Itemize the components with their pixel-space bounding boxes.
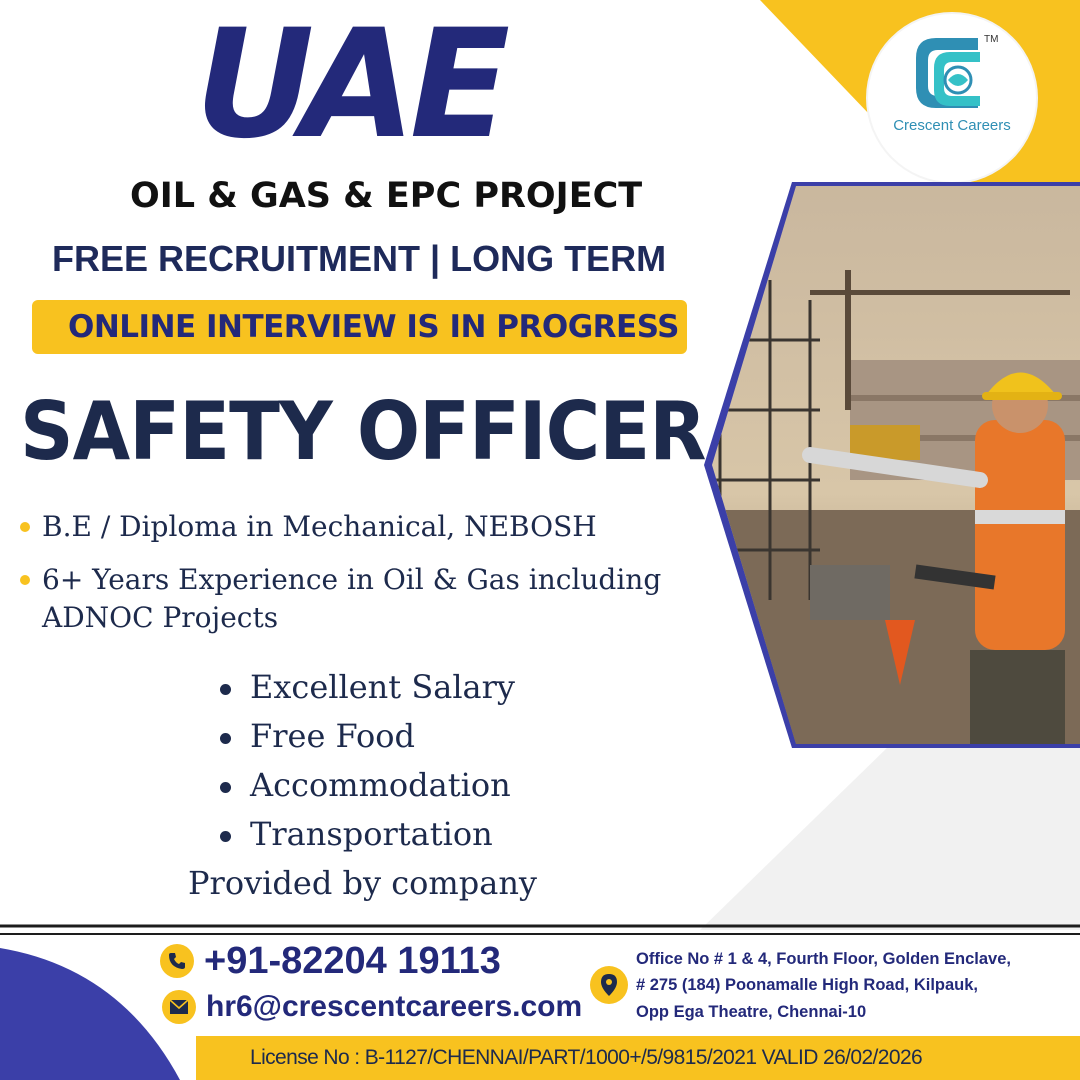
headline-subtitle: OIL & GAS & EPC PROJECT — [130, 176, 643, 216]
benefit-item: Excellent Salary — [250, 668, 515, 706]
contact-phone[interactable]: +91-82204 19113 — [204, 940, 501, 982]
job-title: SAFETY OFFICER — [20, 385, 706, 478]
bullet-icon — [220, 831, 231, 842]
requirement-item: B.E / Diploma in Mechanical, NEBOSH — [42, 510, 597, 543]
benefit-item: Transportation — [250, 815, 493, 853]
bullet-icon — [220, 733, 231, 744]
benefit-item: Accommodation — [250, 766, 511, 804]
logo-name: Crescent Careers — [893, 117, 1011, 134]
requirement-item: 6+ Years Experience in Oil & Gas including ADNOC Projects — [42, 563, 662, 634]
phone-icon — [160, 944, 194, 978]
recruitment-tagline: FREE RECRUITMENT | LONG TERM — [52, 238, 667, 279]
bullet-icon — [220, 782, 231, 793]
safety-officer-photo — [700, 180, 1080, 750]
headline-country: UAE — [195, 0, 505, 172]
trademark-label: TM — [984, 34, 999, 45]
interview-banner-text: ONLINE INTERVIEW IS IN PROGRESS — [68, 309, 679, 345]
benefits-note: Provided by company — [188, 864, 537, 902]
bullet-icon — [20, 575, 30, 585]
address-line: Opp Ega Theatre, Chennai-10 — [636, 1003, 867, 1021]
bullet-icon — [220, 684, 231, 695]
address-line: Office No # 1 & 4, Fourth Floor, Golden Enclave, — [636, 950, 1011, 968]
address-line: # 275 (184) Poonamalle High Road, Kilpauk, — [636, 976, 979, 994]
bullet-icon — [20, 522, 30, 532]
contact-email[interactable]: hr6@crescentcareers.com — [206, 990, 583, 1023]
location-pin-icon — [590, 966, 628, 1004]
mail-icon — [162, 990, 196, 1024]
license-number: License No : B-1127/CHENNAI/PART/1000+/5/9815/2021 VALID 26/02/2026 — [250, 1046, 923, 1069]
benefit-item: Free Food — [250, 717, 416, 755]
